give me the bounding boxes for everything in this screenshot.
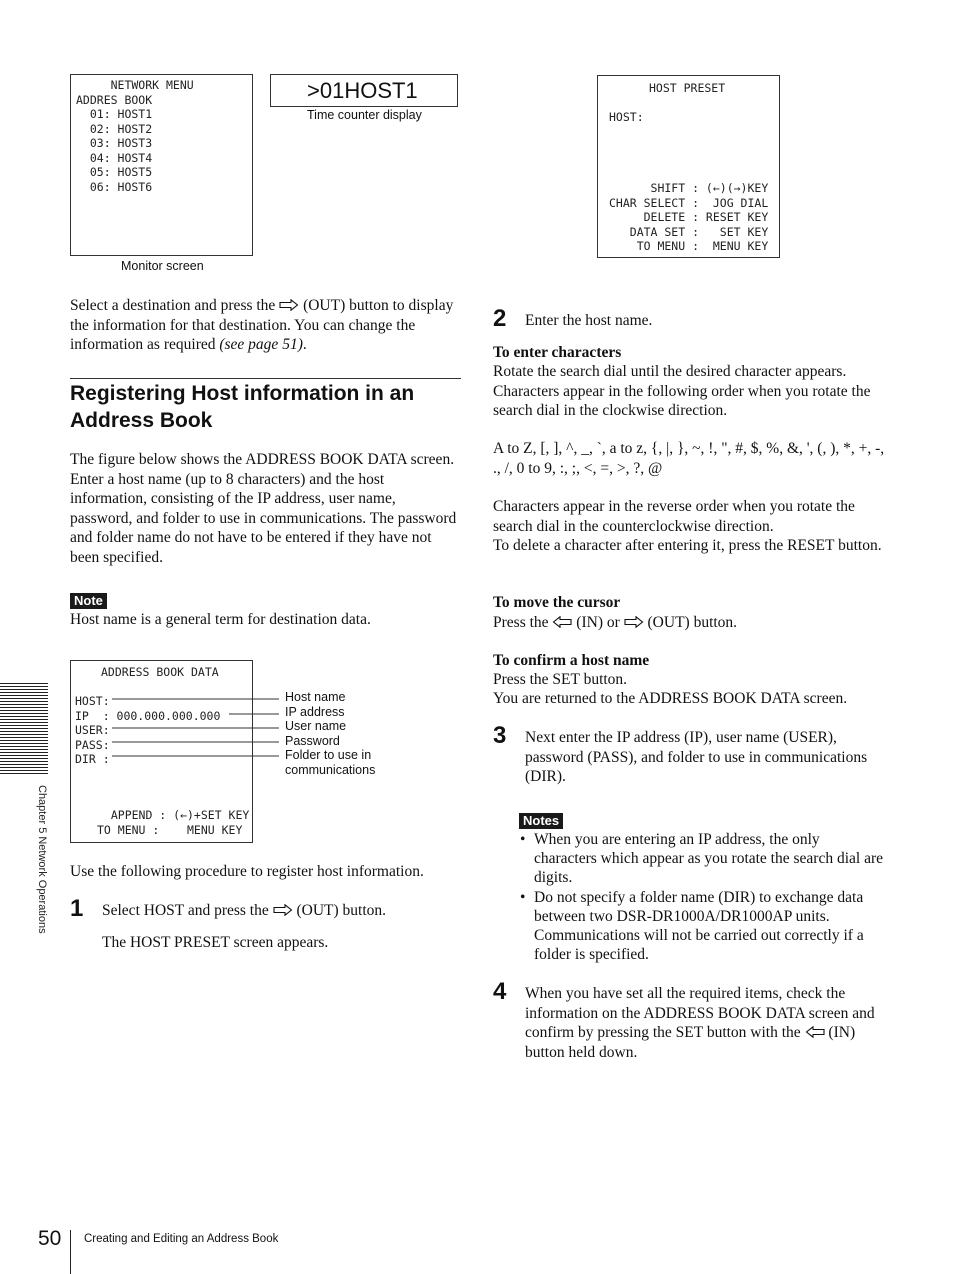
callout-lines: [0, 0, 300, 780]
chapter-tab-stripes: [0, 683, 48, 775]
address-book-footer-line: TO MENU : MENU KEY: [97, 822, 243, 837]
field-user: USER:: [75, 723, 110, 737]
network-menu-line: 01: HOST1: [76, 107, 153, 121]
chars-subheading: To enter characters: [493, 344, 622, 361]
host-preset-key-line: SHIFT : (←)(→)KEY: [609, 181, 769, 195]
callout-password: Password: [285, 733, 340, 748]
network-menu-line: 04: HOST4: [76, 150, 153, 165]
notes-label: Notes: [519, 813, 563, 829]
host-preset-key-line: DELETE : RESET KEY: [609, 210, 769, 224]
host-preset-key-line: CHAR SELECT : JOG DIAL: [609, 195, 769, 210]
procedure-intro: Use the following procedure to register host information.: [70, 863, 424, 880]
host-preset-screen: [597, 75, 780, 258]
field-host: HOST:: [75, 694, 110, 708]
field-ip: IP : 000.000.000.000: [75, 708, 221, 723]
note-text: Host name is a general term for destination data.: [70, 611, 371, 628]
monitor-screen-caption: Monitor screen: [121, 259, 204, 273]
cursor-subheading: To move the cursor: [493, 594, 621, 611]
chars-paragraph: Rotate the search dial until the desired character appears. Characters appear in the following order when you rotate the search dial in the clockwise direction.: [493, 363, 871, 419]
network-menu-line: 06: HOST6: [76, 179, 153, 194]
section-title: Registering Host information in an Address Book: [70, 382, 415, 432]
host-preset-title: HOST PRESET: [649, 81, 726, 95]
confirm-text-1: Press the SET button.: [493, 671, 628, 688]
step-number: 2: [493, 305, 507, 332]
intro-paragraph: Select a destination and press the (OUT) button to display the information for that destination. You can change the information as required (see page 51).: [70, 297, 454, 353]
chapter-label: Chapter 5 Network Operations: [36, 785, 48, 934]
time-counter-caption: Time counter display: [307, 108, 422, 122]
confirm-subheading: To confirm a host name: [493, 652, 650, 669]
note-item: • When you are entering an IP address, the only characters which appear as you rotate the search dial are digits.: [520, 830, 885, 888]
step-number: 3: [493, 722, 507, 749]
network-menu-line: 05: HOST5: [76, 165, 153, 179]
field-dir: DIR :: [75, 752, 110, 766]
step-3-text: Next enter the IP address (IP), user name (USER), password (PASS), and folder to use in communications (DIR).: [525, 729, 868, 785]
callout-folder-cont: communications: [285, 762, 376, 777]
out-arrow-icon: [273, 904, 293, 916]
callout-host-name: Host name: [285, 690, 346, 704]
network-menu-line: 03: HOST3: [76, 136, 153, 150]
in-arrow-icon: [805, 1026, 825, 1038]
footer-title: Creating and Editing an Address Book: [84, 1233, 279, 1245]
host-preset-key-line: DATA SET : SET KEY: [609, 224, 769, 239]
page-reference: (see page 51): [219, 336, 303, 353]
section-paragraph: The figure below shows the ADDRESS BOOK DATA screen. Enter a host name (up to 8 characters) and the host information, consisting of the IP address, user name, password, and folder to use in communications. The password and folder name do not have to be entered if they have not been specified.: [70, 451, 457, 566]
footer-divider: [70, 1230, 71, 1274]
callout-folder: Folder to use in: [285, 748, 372, 762]
chars-reverse: Characters appear in the reverse order when you rotate the search dial in the counterclockwise direction.: [493, 498, 855, 535]
step-2-text: Enter the host name.: [525, 312, 653, 329]
step-number: 1: [70, 895, 84, 922]
chars-list: A to Z, [, ], ^, _, `, a to z, {, |, }, ~, !, ", #, $, %, &, ', (, ), *, +, -, ., /, 0 to 9, :, ;, <, =, >, ?, @: [493, 440, 885, 477]
network-menu-line: ADDRES BOOK: [76, 92, 153, 107]
page-number: 50: [38, 1227, 62, 1250]
address-book-footer-line: APPEND : (←)+SET KEY: [97, 808, 250, 822]
step-1-result: The HOST PRESET screen appears.: [102, 934, 329, 951]
notes-list: [520, 830, 885, 964]
step-number: 4: [493, 978, 507, 1005]
cursor-text: Press the (IN) or (OUT) button.: [493, 614, 738, 631]
address-book-title: ADDRESS BOOK DATA: [101, 665, 219, 679]
step-4-text: When you have set all the required items, check the information on the ADDRESS BOOK DATA screen and confirm by pressing the SET button with the (IN) button held down.: [525, 985, 875, 1061]
confirm-text-2: You are returned to the ADDRESS BOOK DATA screen.: [493, 690, 848, 707]
in-arrow-icon: [552, 616, 572, 628]
callout-ip-address: IP address: [285, 704, 345, 719]
time-counter-value: >01HOST1: [307, 78, 418, 103]
out-arrow-icon: [624, 616, 644, 628]
note-item: • Do not specify a folder name (DIR) to exchange data between two DSR-DR1000A/DR1000AP units. Communications will not be carried out correctly if a folder is specified.: [520, 888, 885, 965]
network-menu-title: NETWORK MENU: [76, 78, 194, 92]
note-label: Note: [70, 593, 107, 609]
step-1-text: Select HOST and press the (OUT) button.: [102, 902, 387, 919]
network-menu-line: 02: HOST2: [76, 121, 153, 136]
host-preset-key-line: TO MENU : MENU KEY: [609, 239, 769, 253]
callout-user-name: User name: [285, 719, 347, 733]
host-preset-host-label: HOST:: [609, 110, 644, 124]
field-pass: PASS:: [75, 737, 110, 752]
chars-delete: To delete a character after entering it, press the RESET button.: [493, 537, 882, 554]
